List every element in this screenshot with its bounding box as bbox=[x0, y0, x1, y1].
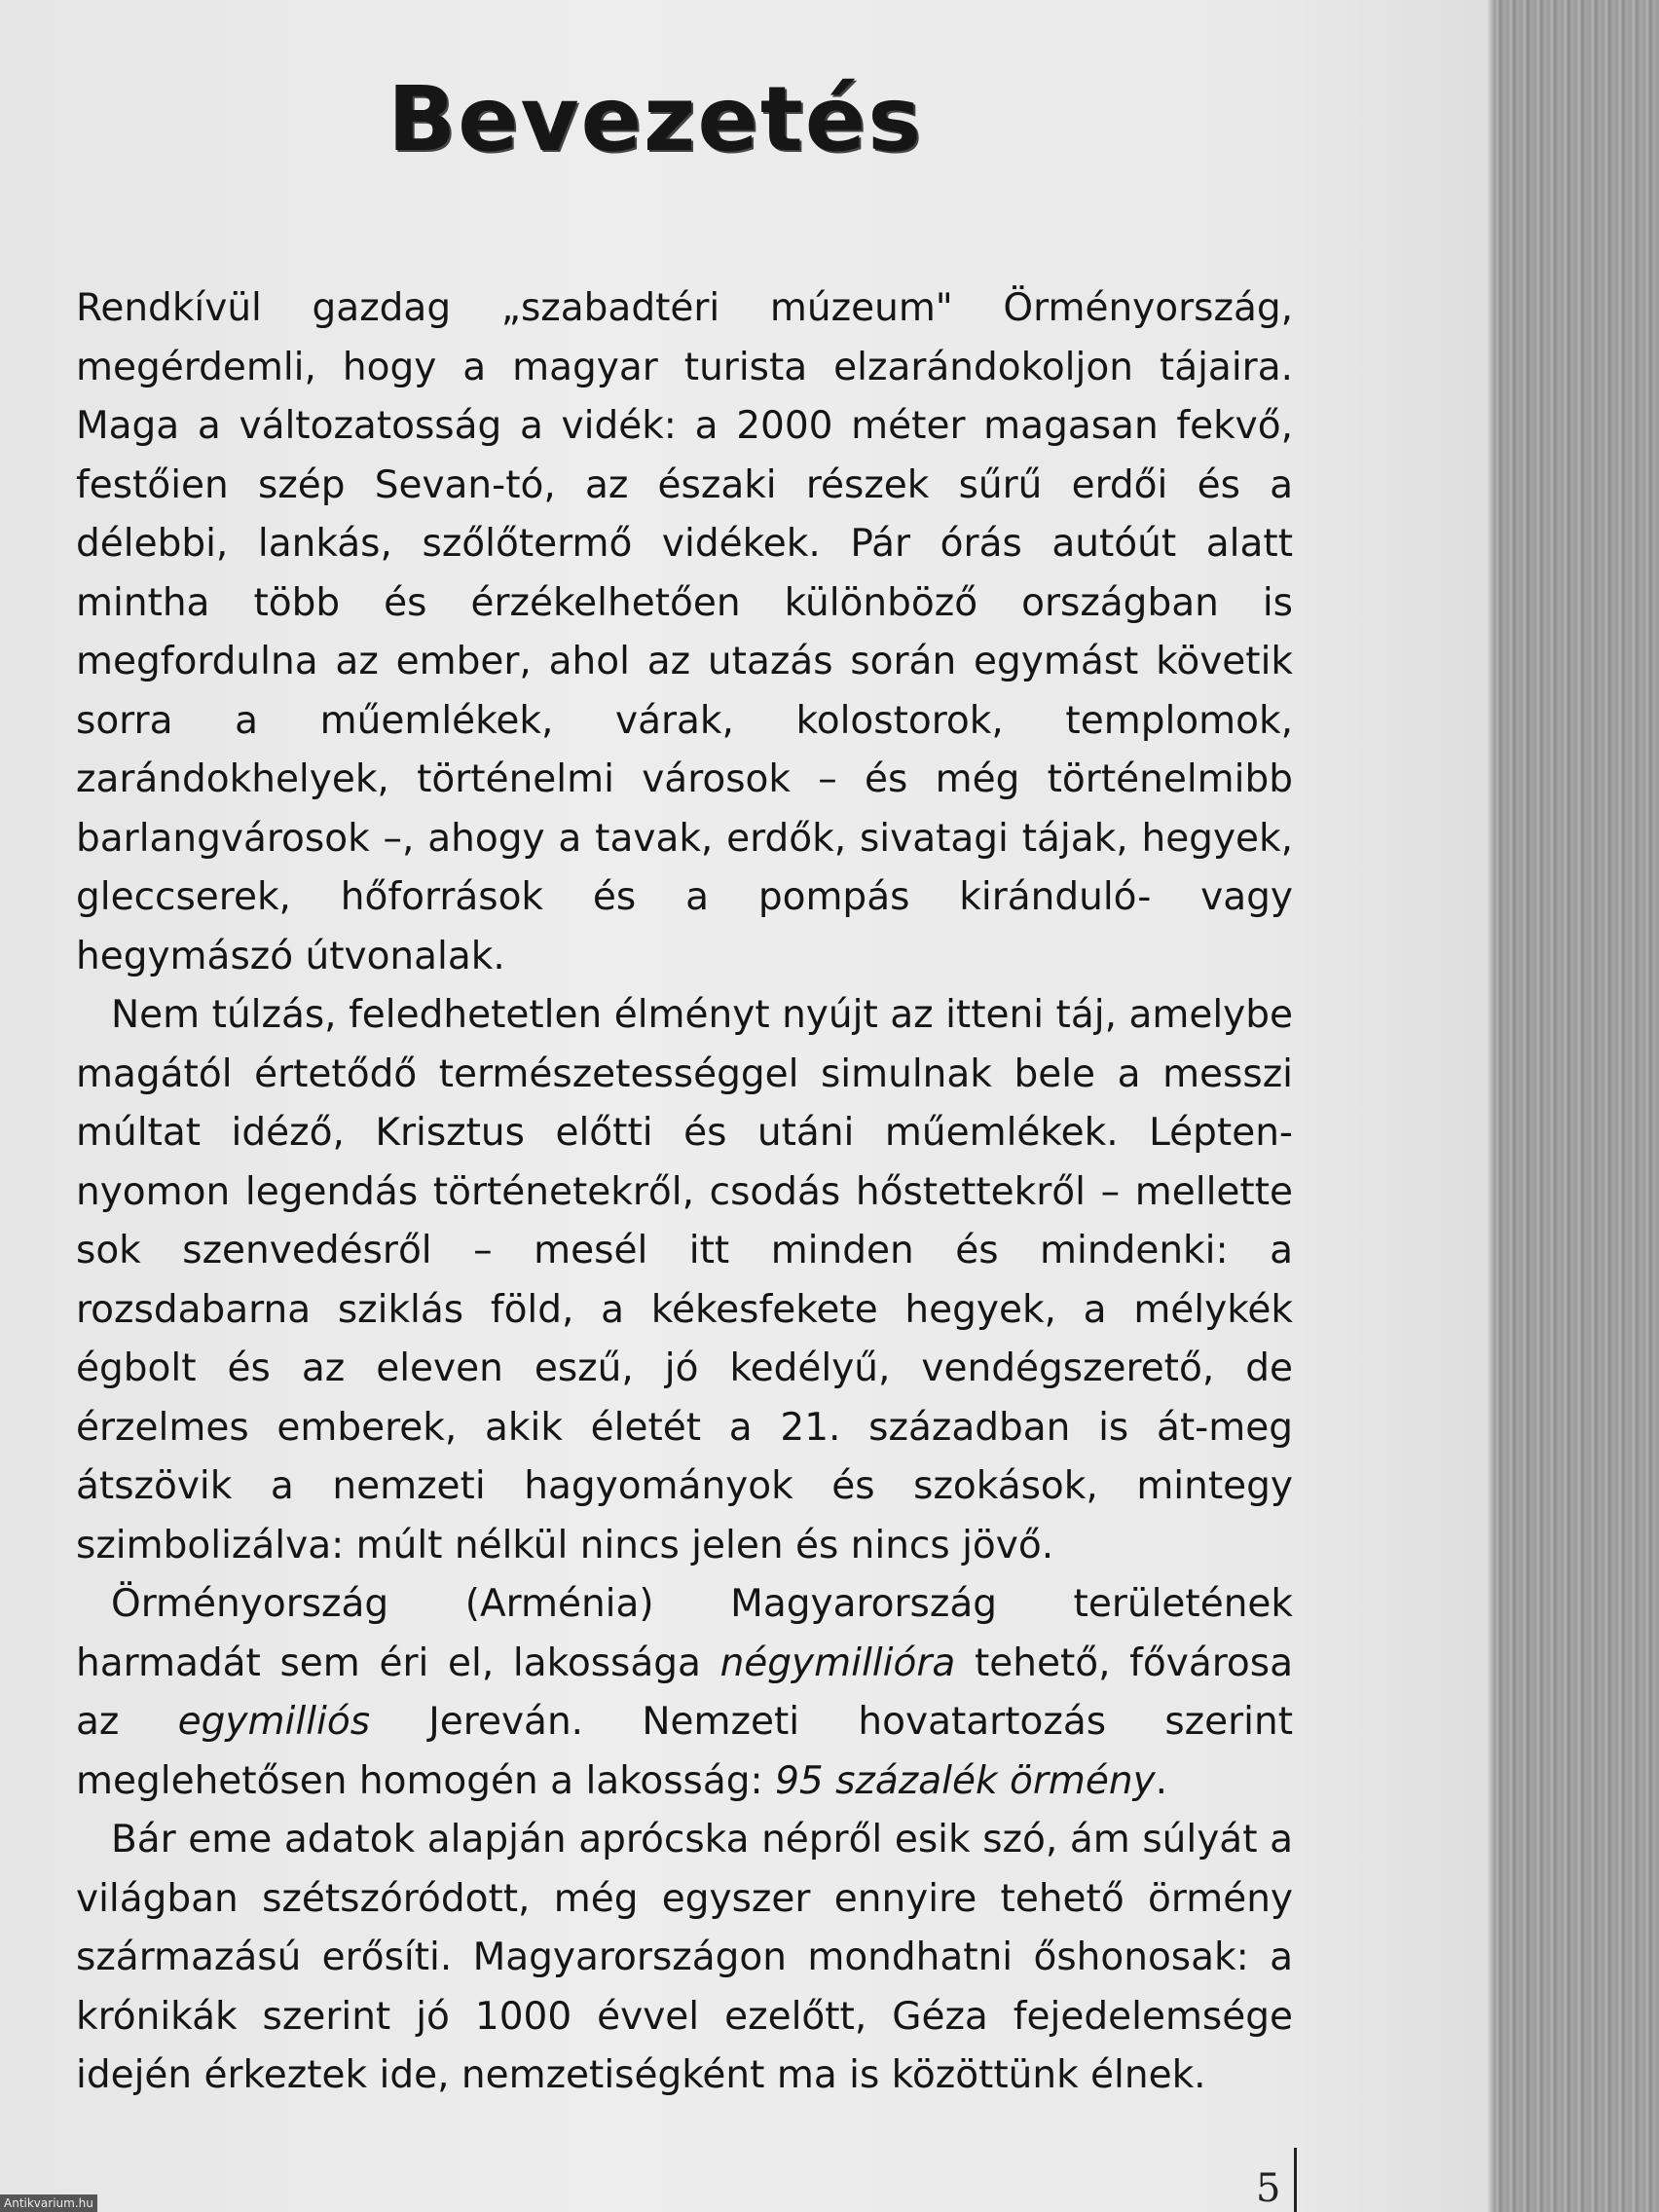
chapter-title: Bevezetés bbox=[387, 67, 923, 171]
paragraph-text: Jereván. Nemzeti hovatartozás szerint meglehetősen homogén a lakosság: bbox=[76, 1700, 1293, 1803]
paragraph-text: Nem túlzás, feledhetetlen élményt nyújt az itteni táj, amelybe magától értetődő természetességgel simulnak bele a messzi múltat idéző, Krisztus előtti és utáni műemlékek. Lépten-nyomon legendás történetekről, csodás hőstettekről – mellette sok szenvedésről – mesél itt minden és mindenki: a rozsdabarna sziklás föld, a kékesfekete hegyek, a mélykék égbolt és az eleven eszű, jó kedélyű, vendégszerető, de érzelmes emberek, akik életét a 21. században is át-meg átszövik a nemzeti hagyományok és szokások, mintegy szimbolizálva: múlt nélkül nincs jelen és nincs jövő. bbox=[76, 993, 1293, 1567]
paragraph-text: Örményország (Arménia) Magyarország területének harmadát sem éri el, lakossága bbox=[76, 1582, 1293, 1685]
paragraph-text: tehető, fővárosa az bbox=[76, 1641, 1293, 1744]
body-text bbox=[76, 279, 1293, 2106]
emphasis-text: 95 százalék örmény bbox=[775, 1758, 1156, 1803]
paragraph-text: . bbox=[1155, 1758, 1168, 1803]
page-number-rule bbox=[1294, 2148, 1297, 2212]
emphasis-text: egymilliós bbox=[177, 1700, 371, 1744]
paragraph bbox=[76, 1575, 1293, 1811]
emphasis-text: négymillióra bbox=[719, 1641, 956, 1685]
paragraph bbox=[76, 986, 1293, 1575]
book-spine-edge bbox=[1494, 0, 1659, 2212]
page-number: 5 bbox=[1256, 2166, 1281, 2211]
watermark: Antikvarium.hu bbox=[0, 2194, 97, 2212]
paragraph bbox=[76, 1811, 1293, 2106]
paragraph-text: Bár eme adatok alapján aprócska népről esik szó, ám súlyát a világban szétszóródott, még egyszer ennyire tehető örmény származású erősíti. Magyarországon mondhatni őshonosak: a krónikák szerint jó 1000 évvel ezelőtt, Géza fejedelemsége idején érkeztek ide, nemzetiségként ma is közöttünk élnek. bbox=[76, 1818, 1293, 2097]
paragraph bbox=[76, 279, 1293, 986]
paragraph-text: Rendkívül gazdag „szabadtéri múzeum" Örményország, megérdemli, hogy a magyar turista elzarándokoljon tájaira. Maga a változatosság a vidék: a 2000 méter magasan fekvő, festőien szép Sevan-tó, az északi részek sűrű erdői és a délebbi, lankás, szőlőtermő vidékek. Pár órás autóút alatt mintha több és érzékelhetően különböző országban is megfordulna az ember, ahol az utazás során egymást követik sorra a műemlékek, várak, kolostorok, templomok, zarándokhelyek, történelmi városok – és még történelmibb barlangvárosok –, ahogy a tavak, erdők, sivatagi tájak, hegyek, gleccserek, hőforrások és a pompás kiránduló- vagy hegymászó útvonalak. bbox=[76, 286, 1293, 978]
